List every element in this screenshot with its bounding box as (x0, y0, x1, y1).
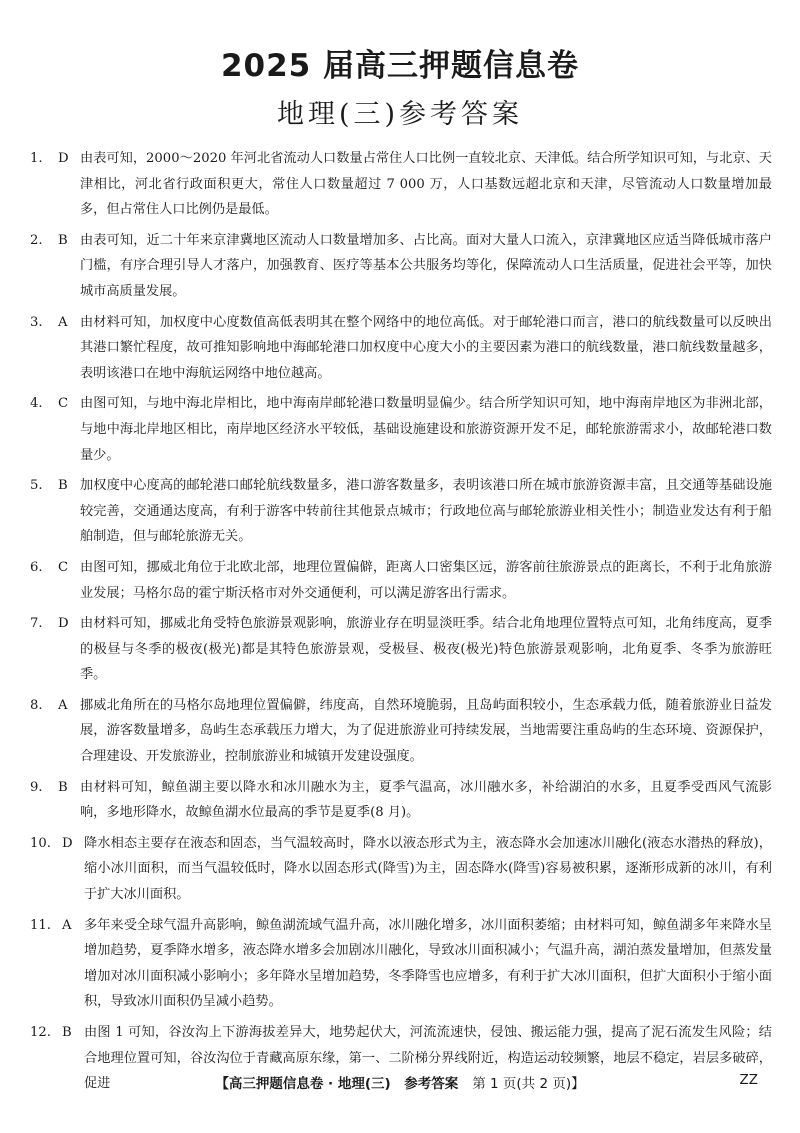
answer-number: 6. (30, 559, 43, 575)
footer-page-number: 第 1 页(共 2 页)】 (472, 1076, 585, 1092)
answer-number: 12. (30, 1025, 51, 1040)
answer-number: 5. (30, 478, 43, 494)
answer-key: C (58, 559, 69, 575)
answer-key: A (58, 697, 68, 713)
answer-key: A (62, 917, 72, 933)
answer-explanation: 由材料可知，挪威北角受特色旅游景观影响，旅游业存在明显淡旺季。结合北角地理位置特点可知，北角纬度高，夏季的极昼与冬季的极夜(极光)都是其特色旅游景观，受极昼、极夜(极光)特色旅游景观影响，北角夏季、冬季为旅游旺季。 (80, 616, 772, 683)
footer-label: 【高三押题信息卷 · 地理(三) 参考答案 (215, 1076, 459, 1092)
answer-number: 4. (30, 396, 43, 412)
answer-key: B (62, 1025, 72, 1040)
answer-number: 10. (30, 835, 51, 851)
answer-explanation: 由图 1 可知，谷汝沟上下游海拔差异大，地势起伏大，河流流速快，侵蚀、搬运能力强，提高了泥石流发生风险；结合地理位置可知，谷汝沟位于青藏高原东缘，第一、二阶梯分界线附近，构造运动较频繁，地层不稳定，岩层多破碎，促进 (84, 1025, 772, 1092)
answer-explanation: 由表可知，近二十年来京津冀地区流动人口数量增加多、占比高。面对大量人口流入，京津冀地区应适当降低城市落户门槛，有序合理引导人才落户，加强教育、医疗等基本公共服务均等化，保障流动人口生活质量，促进社会平等，加快城市高质量发展。 (80, 232, 772, 299)
answer-item (30, 391, 772, 468)
answer-list (30, 146, 772, 1102)
answer-key: C (58, 396, 69, 412)
answer-item (30, 473, 772, 550)
answer-explanation: 由图可知，挪威北角位于北欧北部，地理位置偏僻，距离人口密集区远，游客前往旅游景点的距离长，不利于北角旅游业发展；马格尔岛的霍宁斯沃格市对外交通便利，可以满足游客出行需求。 (80, 559, 772, 601)
answer-item (30, 611, 772, 688)
answer-number: 3. (30, 314, 43, 330)
answer-explanation: 加权度中心度高的邮轮港口邮轮航线数量多，港口游客数量多，表明该港口所在城市旅游资源丰富，且交通等基础设施较完善，交通通达度高，有利于游客中转前往其他景点城市；行政地位高与邮轮旅游业相关性小；制造业发达有利于船舶制造，但与邮轮旅游无关。 (80, 478, 772, 545)
answer-explanation: 由材料可知，加权度中心度数值高低表明其在整个网络中的地位高低。对于邮轮港口而言，港口的航线数量可以反映出其港口繁忙程度，故可推知影响地中海邮轮港口加权度中心度大小的主要因素为港口的航线数量，港口航线数量越多，表明该港口在地中海航运网络中地位越高。 (80, 314, 772, 381)
answer-key: D (58, 151, 69, 166)
answer-number: 1. (30, 151, 43, 166)
answer-key: A (58, 314, 68, 330)
answer-key: B (58, 232, 68, 248)
answer-item (30, 831, 772, 908)
answer-explanation: 由表可知，2000～2020 年河北省流动人口数量占常住人口比例一直较北京、天津低。结合所学知识可知，与北京、天津相比，河北省行政面积更大，常住人口数量超过 7 000 万，人口基数远超北京和天津，尽管流动人口数量增加最多，但占常住人口比例仍是最低。 (80, 151, 772, 218)
answer-number: 11. (30, 917, 51, 933)
answer-key: D (58, 616, 69, 632)
answer-key: D (62, 835, 73, 851)
answer-item (30, 913, 772, 1015)
footer-code: ZZ (739, 1072, 758, 1088)
page-subtitle: 地理(三)参考答案 (276, 99, 524, 130)
answer-explanation: 降水相态主要存在液态和固态，当气温较高时，降水以液态形式为主，液态降水会加速冰川融化(液态水潜热的释放)，缩小冰川面积，而当气温较低时，降水以固态形式(降雪)为主，固态降水(降雪)容易被积累，逐渐形成新的冰川，有利于扩大冰川面积。 (84, 835, 772, 903)
answer-explanation: 由材料可知，鲸鱼湖主要以降水和冰川融水为主，夏季气温高，冰川融水多，补给湖泊的水多，且夏季受西风气流影响，多地形降水，故鲸鱼湖水位最高的季节是夏季(8 月)。 (80, 779, 772, 821)
answer-item (30, 775, 772, 826)
answer-number: 8. (30, 697, 43, 713)
answer-key: B (58, 478, 68, 494)
answer-explanation: 挪威北角所在的马格尔岛地理位置偏僻，纬度高，自然环境脆弱，且岛屿面积较小，生态承载力低，随着旅游业日益发展，游客数量增多，岛屿生态承载压力增大，为了促进旅游业可持续发展，当地需要注重岛屿的生态环境、资源保护，合理建设、开发旅游业，控制旅游业和城镇开发建设强度。 (80, 697, 772, 765)
page-footer (0, 1072, 800, 1092)
answer-item (30, 555, 772, 606)
answer-item (30, 310, 772, 387)
answer-explanation: 由图可知，与地中海北岸相比，地中海南岸邮轮港口数量明显偏少。结合所学知识可知，地中海南岸地区为非洲北部，与地中海北岸地区相比，南岸地区经济水平较低，基础设施建设和旅游资源开发不足，邮轮旅游需求小，故邮轮港口数量少。 (80, 396, 772, 463)
answer-number: 2. (30, 232, 43, 248)
answer-item (30, 146, 772, 223)
answer-item (30, 693, 772, 770)
answer-item (30, 228, 772, 305)
answer-explanation: 多年来受全球气温升高影响，鲸鱼湖流域气温升高，冰川融化增多，冰川面积萎缩；由材料可知，鲸鱼湖多年来降水呈增加趋势，夏季降水增多，液态降水增多会加剧冰川融化，导致冰川面积减小；气温升高，湖泊蒸发量增加，但蒸发量增加对冰川面积减小影响小；多年降水呈增加趋势，冬季降雪也应增多，有利于扩大冰川面积，但扩大面积小于缩小面积，导致冰川面积仍呈减小趋势。 (84, 917, 772, 1010)
page-title: 2025 届高三押题信息卷 (220, 48, 580, 84)
answer-number: 9. (30, 779, 43, 795)
answer-number: 7. (30, 616, 43, 632)
answer-key: B (58, 779, 68, 795)
